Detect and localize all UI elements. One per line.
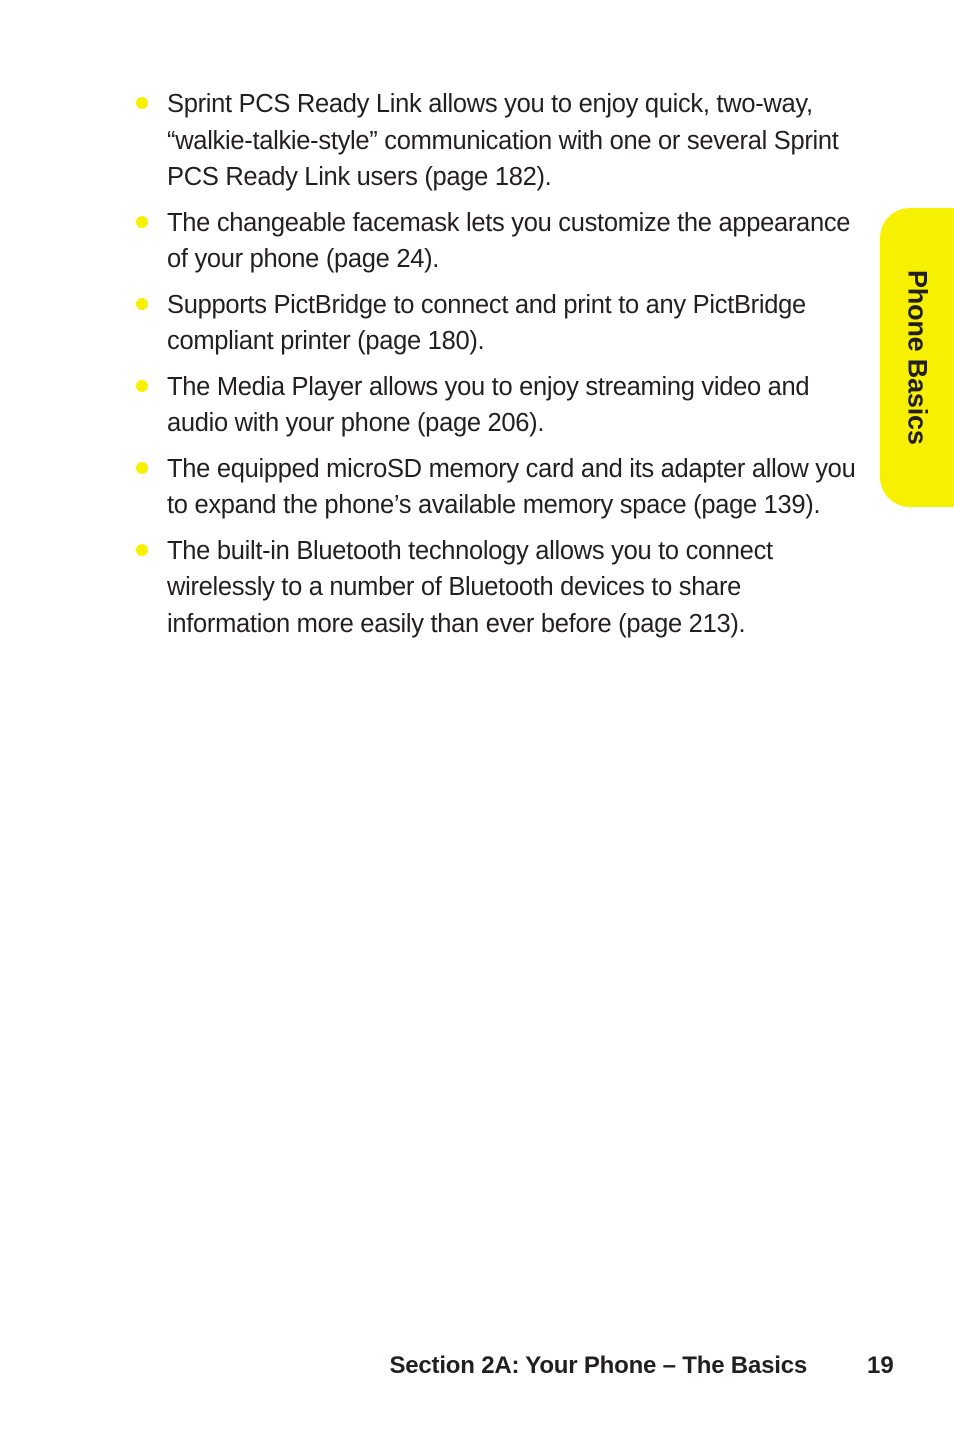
bullet-item bbox=[0, 369, 880, 442]
bullet-item bbox=[0, 533, 880, 643]
bullet-item bbox=[0, 205, 880, 278]
bullet-text: The changeable facemask lets you customize the appearance of your phone (page 24). bbox=[167, 208, 851, 273]
feature-bullet-list bbox=[0, 86, 880, 651]
bullet-text: Supports PictBridge to connect and print to any PictBridge compliant printer (page 180). bbox=[167, 290, 806, 355]
bullet-item bbox=[0, 451, 880, 524]
bullet-text: The equipped microSD memory card and its adapter allow you to expand the phone’s available memory space (page 139). bbox=[167, 454, 856, 519]
footer-section-title: Section 2A: Your Phone – The Basics bbox=[389, 1352, 807, 1379]
bullet-text: Sprint PCS Ready Link allows you to enjoy quick, two-way, “walkie-talkie-style” communication with one or several Sprint PCS Ready Link users (page 182). bbox=[167, 90, 839, 191]
bullet-dot-icon bbox=[136, 380, 148, 392]
section-side-tab bbox=[880, 208, 954, 507]
bullet-dot-icon bbox=[136, 544, 148, 556]
bullet-text: The built-in Bluetooth technology allows you to connect wirelessly to a number of Bluetooth devices to share information more easily than ever before (page 213). bbox=[167, 536, 773, 638]
bullet-dot-icon bbox=[136, 462, 148, 474]
bullet-dot-icon bbox=[136, 97, 148, 109]
page-number: 19 bbox=[867, 1352, 894, 1379]
bullet-item bbox=[0, 86, 880, 196]
bullet-dot-icon bbox=[136, 216, 148, 228]
bullet-item bbox=[0, 287, 880, 360]
side-tab-label: Phone Basics bbox=[902, 270, 933, 445]
bullet-text: The Media Player allows you to enjoy streaming video and audio with your phone (page 206). bbox=[167, 372, 810, 437]
page-footer bbox=[0, 1348, 954, 1384]
bullet-dot-icon bbox=[136, 298, 148, 310]
